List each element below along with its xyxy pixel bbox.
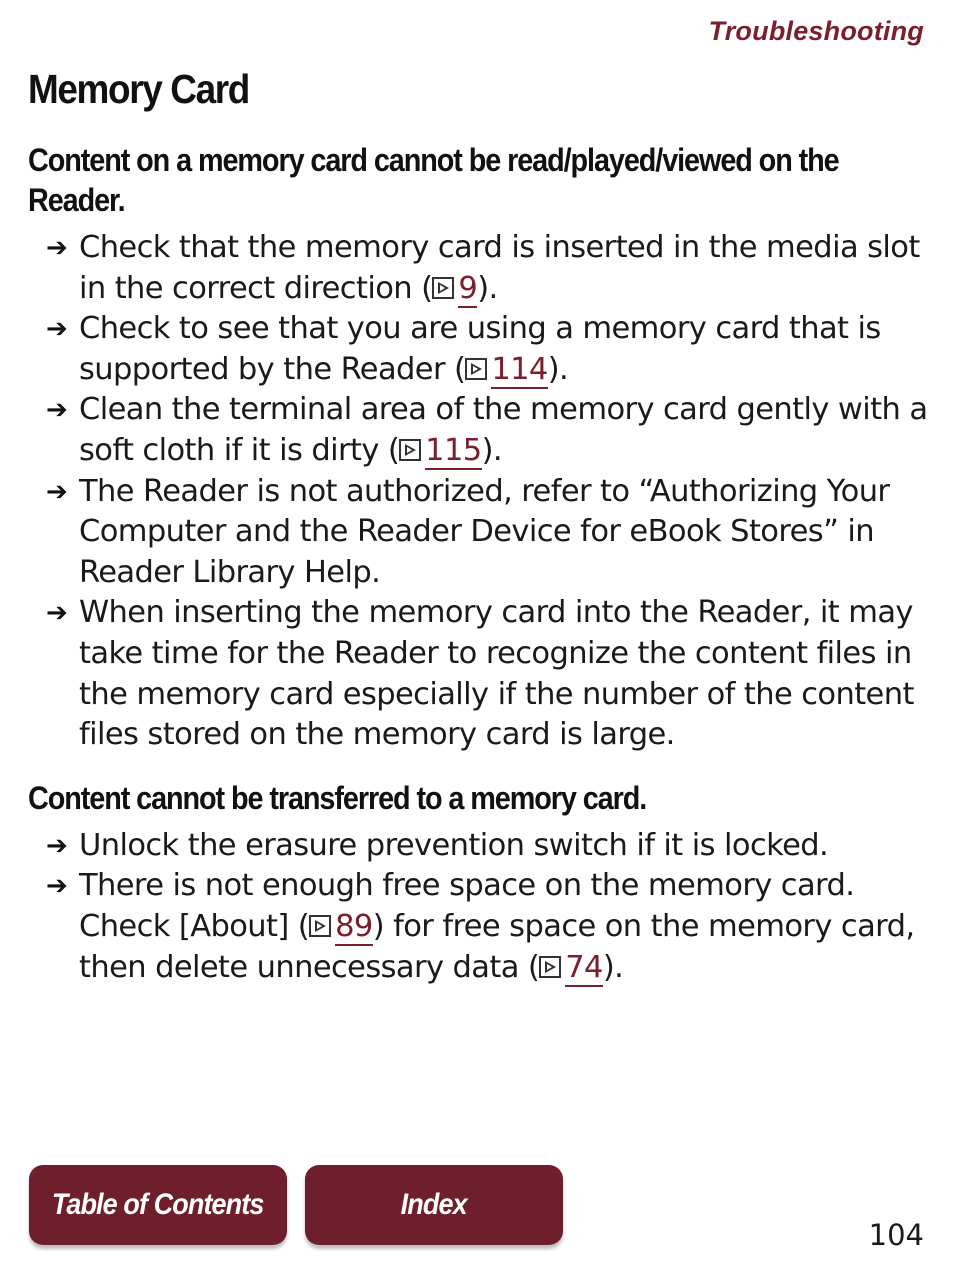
page-number: 104 bbox=[868, 1218, 924, 1252]
answer-text: Unlock the erasure prevention switch if it is locked. bbox=[79, 827, 829, 863]
page-link-115[interactable]: 115 bbox=[425, 432, 482, 468]
section-label: Troubleshooting bbox=[708, 16, 924, 46]
answer-list-read bbox=[28, 228, 928, 756]
question-heading-read: Content on a memory card cannot be read/played/viewed on the Reader. bbox=[28, 142, 839, 218]
arrow-right-icon: ➔ bbox=[46, 598, 68, 629]
page-reference-icon bbox=[432, 277, 454, 299]
arrow-right-icon: ➔ bbox=[46, 476, 68, 507]
arrow-right-icon: ➔ bbox=[46, 830, 68, 861]
page-reference-icon bbox=[399, 439, 421, 461]
answer-text: There is not enough free space on the memory card. Check [About] ( bbox=[79, 868, 855, 944]
answer-text-mid: ) for free space on the memory card, then delete unnecessary data ( bbox=[79, 908, 915, 985]
answer-text: Check to see that you are using a memory card that is supported by the Reader ( bbox=[79, 311, 881, 387]
page-link-9[interactable]: 9 bbox=[458, 270, 478, 306]
answer-item bbox=[28, 390, 928, 471]
index-button[interactable] bbox=[305, 1165, 563, 1245]
answer-text: When inserting the memory card into the Reader, it may take time for the Reader to recognize the content files in the memory card especially if the number of the content files stored on the memory card is large. bbox=[79, 595, 914, 753]
answer-text-end: ). bbox=[477, 270, 498, 306]
page-reference-icon bbox=[539, 956, 561, 978]
answer-text: Clean the terminal area of the memory card gently with a soft cloth if it is dirty ( bbox=[79, 392, 928, 468]
answer-text-end: ). bbox=[481, 432, 502, 468]
answer-item bbox=[28, 228, 928, 309]
page-reference-icon bbox=[309, 915, 331, 937]
content bbox=[28, 140, 928, 988]
answer-text: The Reader is not authorized, refer to “Authorizing Your Computer and the Reader Device for eBook Stores” in Reader Library Help. bbox=[79, 473, 890, 590]
answer-item bbox=[28, 309, 928, 390]
answer-item bbox=[28, 472, 928, 594]
answer-text-end: ). bbox=[547, 351, 569, 387]
answer-item bbox=[28, 826, 928, 867]
answer-item bbox=[28, 593, 928, 755]
arrow-right-icon: ➔ bbox=[46, 395, 68, 426]
page-link-74[interactable]: 74 bbox=[565, 949, 603, 985]
question-heading-transfer: Content cannot be transferred to a memory card. bbox=[28, 779, 647, 816]
answer-text-end: ). bbox=[602, 949, 624, 985]
answer-item bbox=[28, 866, 928, 988]
table-of-contents-label: Table of Contents bbox=[52, 1188, 264, 1221]
arrow-right-icon: ➔ bbox=[46, 233, 68, 263]
arrow-right-icon: ➔ bbox=[46, 314, 68, 345]
page-link-89[interactable]: 89 bbox=[335, 908, 373, 944]
page-title: Memory Card bbox=[28, 66, 249, 112]
arrow-right-icon: ➔ bbox=[46, 871, 68, 902]
page-reference-icon bbox=[465, 358, 487, 380]
answer-list-transfer bbox=[28, 826, 928, 988]
table-of-contents-button[interactable] bbox=[29, 1165, 287, 1245]
answer-text: Check that the memory card is inserted in the media slot in the correct direction ( bbox=[79, 230, 920, 306]
page-link-114[interactable]: 114 bbox=[491, 351, 548, 387]
index-label: Index bbox=[400, 1188, 468, 1221]
